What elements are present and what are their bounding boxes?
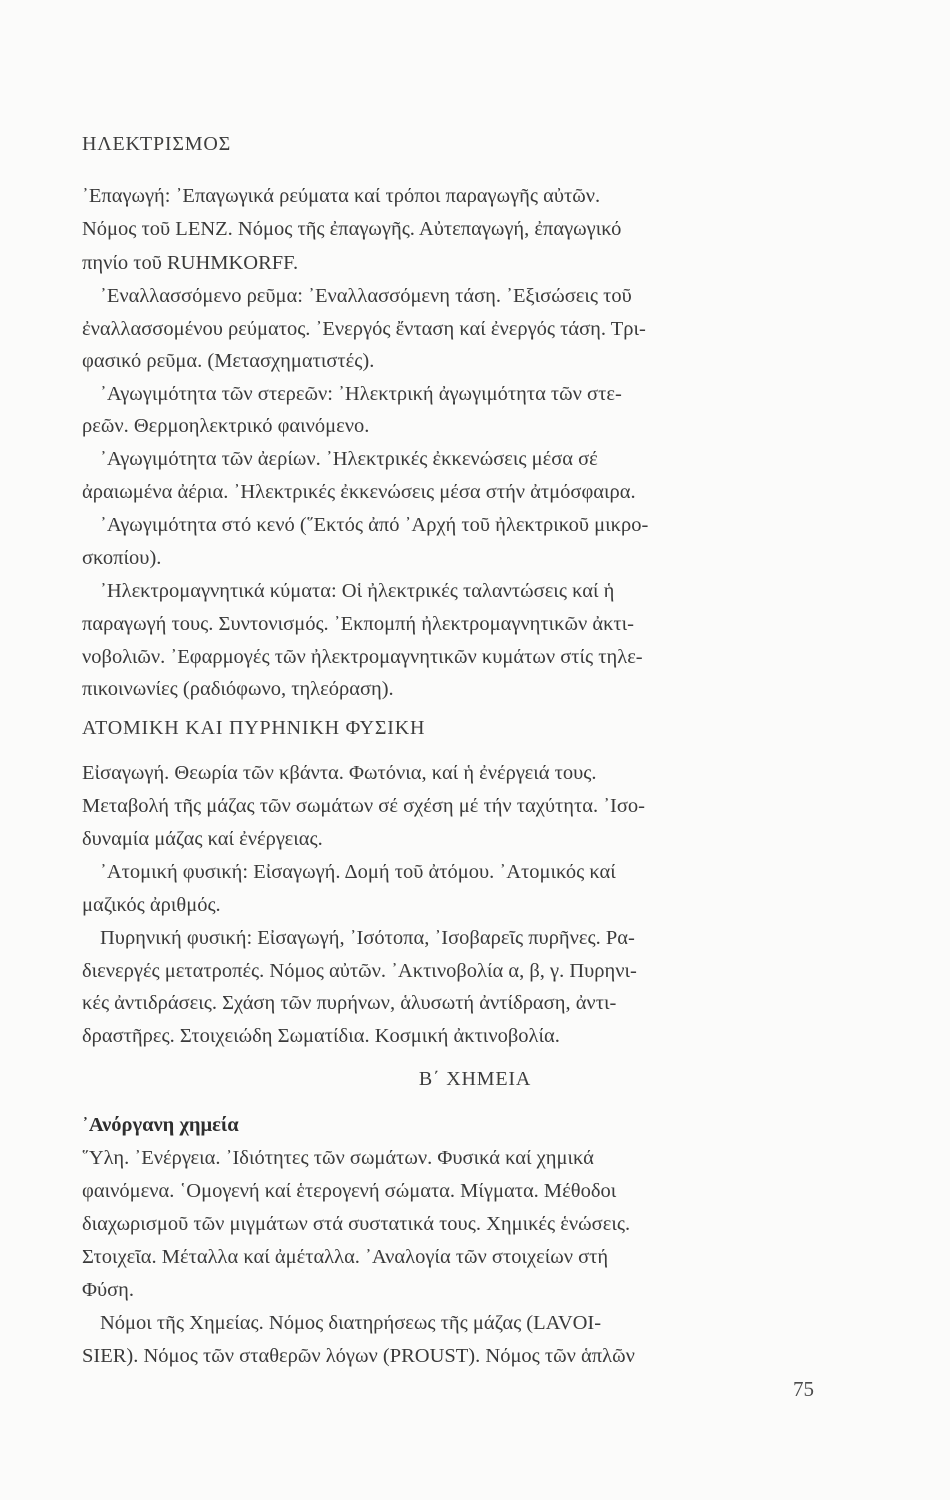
text-line: ῞Υλη. ᾿Ενέργεια. ᾿Ιδιότητες τῶν σωμάτων. Φυσικά καί χημικά	[82, 1147, 594, 1169]
section-heading-electricity: ΗΛΕΚΤΡΙΣΜΟΣ	[82, 133, 232, 155]
text-line: ᾿Επαγωγή: ᾿Επαγωγικά ρεύματα καί τρόποι παραγωγῆς αὐτῶν.	[82, 185, 601, 207]
text-line: κές ἀντιδράσεις. Σχάση τῶν πυρήνων, ἁλυσωτή ἀντίδραση, ἀντι-	[82, 992, 617, 1014]
subsection-heading-inorganic-chemistry: ᾿Ανόργανη χημεία	[82, 1114, 239, 1136]
text-line: ᾿Αγωγιμότητα στό κενό (῞Εκτός ἀπό ᾿Αρχή τοῦ ἠλεκτρικοῦ μικρο-	[100, 514, 649, 536]
text-line: Εἰσαγωγή. Θεωρία τῶν κβάντα. Φωτόνια, καί ἡ ἐνέργειά τους.	[82, 762, 597, 784]
text-line: δυναμία μάζας καί ἐνέργειας.	[82, 828, 323, 850]
text-line: παραγωγή τους. Συντονισμός. ᾿Εκπομπή ἠλεκτρομαγνητικῶν ἀκτι-	[82, 613, 634, 635]
text-line: πηνίο τοῦ RUHMKORFF.	[82, 252, 299, 274]
text-line: ρεῶν. Θερμοηλεκτρικό φαινόμενο.	[82, 415, 370, 437]
text-line: Νόμος τοῦ LENZ. Νόμος τῆς ἐπαγωγῆς. Αὐτεπαγωγή, ἐπαγωγικό	[82, 218, 622, 240]
text-line: Πυρηνική φυσική: Εἰσαγωγή, ᾿Ισότοπα, ᾿Ισοβαρεῖς πυρῆνες. Ρα-	[100, 927, 635, 949]
text-line: δραστῆρες. Στοιχειώδη Σωματίδια. Κοσμική ἀκτινοβολία.	[82, 1025, 560, 1047]
page-number: 75	[793, 1377, 814, 1401]
text-line: νοβολιῶν. ᾿Εφαρμογές τῶν ἠλεκτρομαγνητικῶν κυμάτων στίς τηλε-	[82, 646, 643, 668]
text-line: μαζικός ἀριθμός.	[82, 894, 221, 916]
text-line: ᾿Εναλλασσόμενο ρεῦμα: ᾿Εναλλασσόμενη τάση. ᾿Εξισώσεις τοῦ	[100, 285, 632, 307]
text-line: SIER). Νόμος τῶν σταθερῶν λόγων (PROUST). Νόμος τῶν ἁπλῶν	[82, 1345, 635, 1367]
section-heading-atomic-physics: ΑΤΟΜΙΚΗ ΚΑΙ ΠΥΡΗΝΙΚΗ ΦΥΣΙΚΗ	[82, 717, 426, 739]
text-line: ᾿Αγωγιμότητα τῶν ἀερίων. ᾿Ηλεκτρικές ἐκκενώσεις μέσα σέ	[100, 448, 598, 470]
text-line: ἐναλλασσομένου ρεύματος. ᾿Ενεργός ἔνταση καί ἐνεργός τάση. Τρι-	[82, 318, 646, 340]
text-line: Μεταβολή τῆς μάζας τῶν σωμάτων σέ σχέση μέ τήν ταχύτητα. ᾿Ισο-	[82, 795, 645, 817]
text-line: Φύση.	[82, 1279, 135, 1301]
text-line: ἀραιωμένα ἀέρια. ᾿Ηλεκτρικές ἐκκενώσεις μέσα στήν ἀτμόσφαιρα.	[82, 481, 636, 503]
text-line: σκοπίου).	[82, 547, 162, 569]
text-line: πικοινωνίες (ραδιόφωνο, τηλεόραση).	[82, 678, 394, 700]
text-line: ᾿Αγωγιμότητα τῶν στερεῶν: ᾿Ηλεκτρική ἀγωγιμότητα τῶν στε-	[100, 383, 622, 405]
text-line: Στοιχεῖα. Μέταλλα καί ἀμέταλλα. ᾿Αναλογία τῶν στοιχείων στή	[82, 1246, 609, 1268]
text-line: ᾿Ηλεκτρομαγνητικά κύματα: Οἱ ἠλεκτρικές ταλαντώσεις καί ἡ	[100, 580, 615, 602]
text-line: διαχωρισμοῦ τῶν μιγμάτων στά συστατικά τους. Χημικές ἑνώσεις.	[82, 1213, 631, 1235]
text-line: διενεργές μετατροπές. Νόμος αὐτῶν. ᾿Ακτινοβολία α, β, γ. Πυρηνι-	[82, 960, 637, 982]
text-line: φαινόμενα. ῾Ομογενή καί ἑτερογενή σώματα. Μίγματα. Μέθοδοι	[82, 1180, 617, 1202]
text-line: φασικό ρεῦμα. (Μετασχηματιστές).	[82, 350, 375, 372]
text-line: ᾿Ατομική φυσική: Εἰσαγωγή. Δομή τοῦ ἀτόμου. ᾿Ατομικός καί	[100, 861, 616, 883]
text-line: Νόμοι τῆς Χημείας. Νόμος διατηρήσεως τῆς μάζας (LAVOI-	[100, 1312, 602, 1334]
section-heading-chemistry: Β΄ ΧΗΜΕΙΑ	[418, 1068, 532, 1090]
